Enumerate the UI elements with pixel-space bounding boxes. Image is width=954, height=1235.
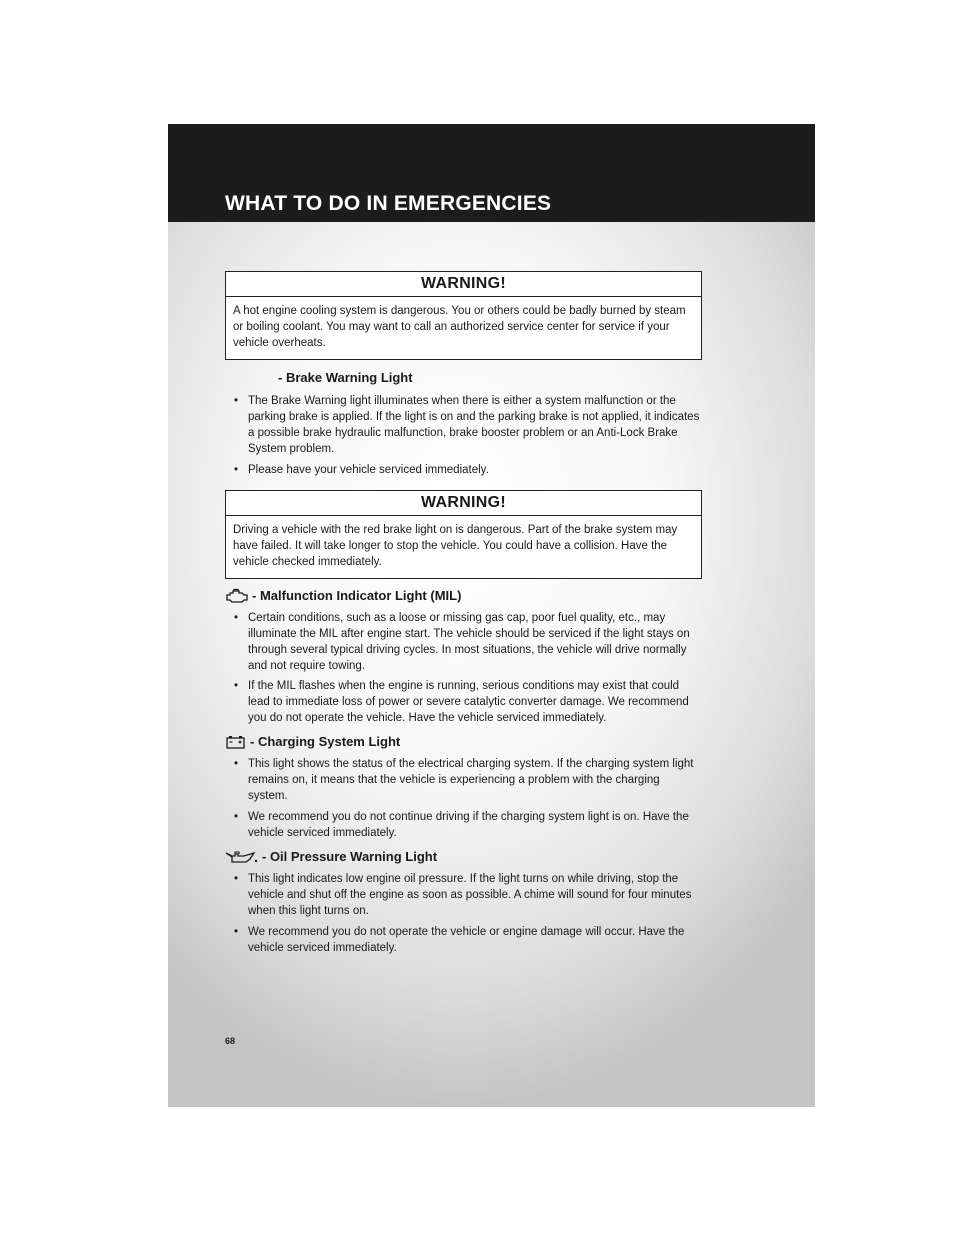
brake-bullet-list: [225, 393, 702, 478]
oil-bullet-list: [225, 871, 702, 956]
warning-box-brake: [225, 490, 702, 579]
warning-box-cooling: [225, 271, 702, 360]
list-item: • We recommend you do not continue driving if the charging system light is on. Have the vehicle serviced immediately.: [225, 809, 702, 841]
brake-warning-icon: [225, 371, 275, 385]
manual-page: [168, 124, 815, 1107]
header-bar: [168, 124, 815, 222]
page-number: 68: [225, 1036, 236, 1046]
section-title-charging: [225, 733, 702, 751]
section-title-mil: [225, 587, 702, 605]
list-item: • If the MIL flashes when the engine is running, serious conditions may exist that could lead to immediate loss of power or severe catalytic converter damage. We recommend you do not operate the vehicle. Have the vehicle serviced immediately.: [225, 678, 702, 726]
page-title: WHAT TO DO IN EMERGENCIES: [225, 192, 552, 215]
warning-heading: WARNING!: [226, 272, 701, 297]
section-title-text: - Malfunction Indicator Light (MIL): [252, 588, 462, 603]
warning-heading: WARNING!: [226, 491, 701, 516]
warning-text: Driving a vehicle with the red brake light on is dangerous. Part of the brake system may have failed. It will take longer to stop the vehicle. You could have a collision. Have the vehicle checked immediately.: [233, 524, 678, 568]
battery-icon: [225, 735, 247, 749]
page-content: [225, 271, 702, 956]
charging-bullet-list: [225, 756, 702, 841]
engine-icon: [225, 588, 249, 604]
list-item: • This light shows the status of the electrical charging system. If the charging system light remains on, it means that the vehicle is experiencing a problem with the charging system.: [225, 756, 702, 804]
section-title-text: - Brake Warning Light: [278, 370, 413, 385]
section-title-brake: [225, 369, 702, 387]
list-item: • Certain conditions, such as a loose or missing gas cap, poor fuel quality, etc., may illuminate the MIL after engine start. The vehicle should be serviced if the light stays on through several typical driving cycles. In most situations, the vehicle will drive normally and not require towing.: [225, 610, 702, 674]
list-item: • This light indicates low engine oil pressure. If the light turns on while driving, stop the vehicle and shut off the engine as soon as possible. A chime will sound for four minutes when this light turns on.: [225, 871, 702, 919]
mil-bullet-list: [225, 610, 702, 726]
warning-text: A hot engine cooling system is dangerous. You or others could be badly burned by steam or boiling coolant. You may want to call an authorized service center for service if your vehicle overheats.: [233, 305, 686, 349]
list-item: • Please have your vehicle serviced immediately.: [225, 462, 702, 478]
list-item: • The Brake Warning light illuminates when there is either a system malfunction or the parking brake is applied. If the light is on and the parking brake is not applied, it indicates a possible brake hydraulic malfunction, brake booster problem or an Anti-Lock Brake System problem.: [225, 393, 702, 457]
list-item: • We recommend you do not operate the vehicle or engine damage will occur. Have the vehicle serviced immediately.: [225, 924, 702, 956]
section-title-text: - Oil Pressure Warning Light: [262, 849, 438, 864]
section-title-text: - Charging System Light: [250, 734, 401, 749]
oil-can-icon: [225, 849, 259, 865]
section-title-oil: [225, 848, 702, 866]
